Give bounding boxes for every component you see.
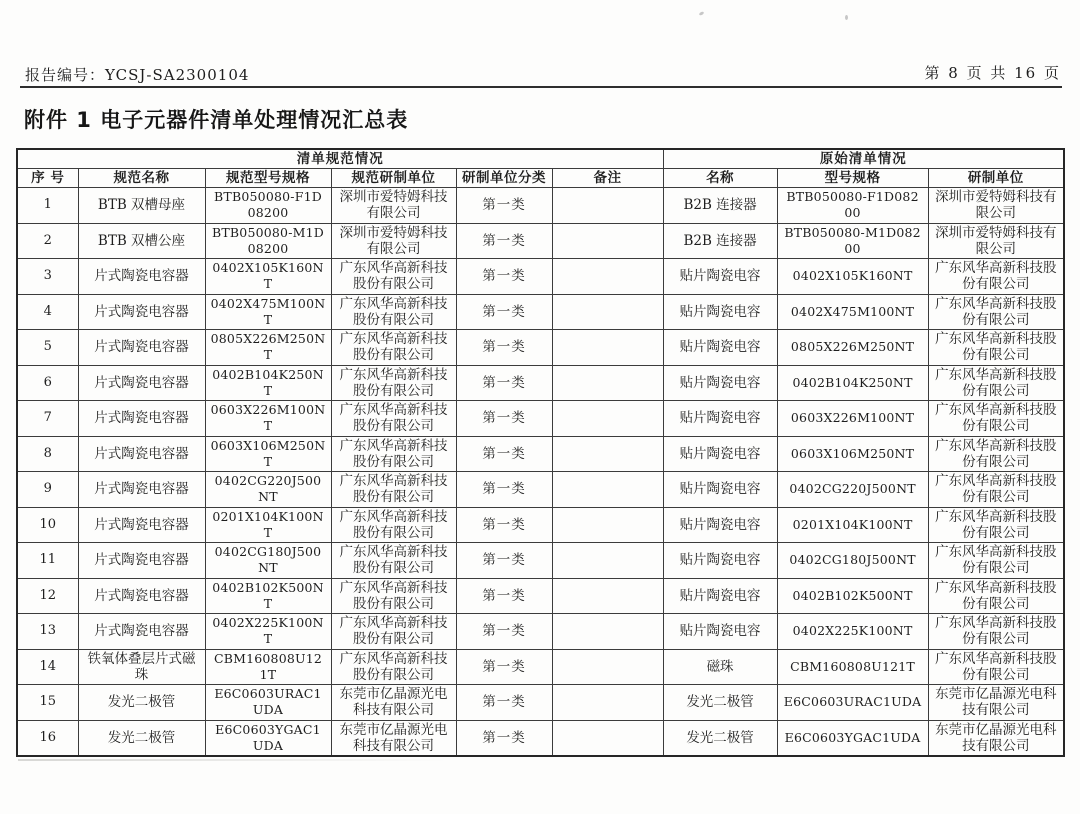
table-cell: 广东风华高新科技股份有限公司: [928, 259, 1064, 295]
table-cell: 9: [17, 472, 78, 508]
table-cell: 0805X226M250NT: [777, 330, 928, 366]
table-cell: 深圳市爱特姆科技有限公司: [331, 188, 456, 224]
table-row: [17, 223, 1064, 259]
table-cell: 深圳市爱特姆科技有限公司: [331, 223, 456, 259]
component-summary-table: [16, 148, 1065, 757]
table-cell: 广东风华高新科技股份有限公司: [928, 330, 1064, 366]
table-cell: 0402B102K500NT: [777, 578, 928, 614]
table-cell: 东莞市亿晶源光电科技有限公司: [928, 720, 1064, 756]
table-cell: 片式陶瓷电容器: [78, 543, 205, 579]
table-cell: [552, 649, 663, 685]
table-cell: 片式陶瓷电容器: [78, 472, 205, 508]
table-cell: 片式陶瓷电容器: [78, 259, 205, 295]
table-row: [17, 401, 1064, 437]
table-cell: 4: [17, 294, 78, 330]
group-header-original: 原始清单情况: [663, 149, 1064, 169]
table-cell: 深圳市爱特姆科技有限公司: [928, 223, 1064, 259]
table-cell: 第一类: [456, 365, 552, 401]
table-cell: [552, 188, 663, 224]
table-row: [17, 578, 1064, 614]
table-cell: BTB050080-M1D08200: [205, 223, 331, 259]
table-cell: 0603X226M100NT: [777, 401, 928, 437]
table-cell: 发光二极管: [663, 720, 777, 756]
table-cell: [552, 507, 663, 543]
table-cell: 0402B104K250NT: [777, 365, 928, 401]
table-cell: 东莞市亿晶源光电科技有限公司: [331, 720, 456, 756]
page-title: 附件 1 电子元器件清单处理情况汇总表: [24, 108, 409, 132]
table-cell: 片式陶瓷电容器: [78, 401, 205, 437]
table-cell: 发光二极管: [78, 720, 205, 756]
table-cell: 第一类: [456, 543, 552, 579]
table-cell: 广东风华高新科技股份有限公司: [928, 294, 1064, 330]
table-cell: 12: [17, 578, 78, 614]
scan-shadow-artifact: [18, 759, 448, 761]
table-cell: 第一类: [456, 720, 552, 756]
col-header-index: 序 号: [17, 169, 78, 188]
col-header-spec-model: 规范型号规格: [205, 169, 331, 188]
table-cell: 片式陶瓷电容器: [78, 330, 205, 366]
table-cell: [552, 472, 663, 508]
table-cell: 11: [17, 543, 78, 579]
table-cell: 0402X475M100NT: [205, 294, 331, 330]
table-cell: 广东风华高新科技股份有限公司: [331, 543, 456, 579]
table-cell: 第一类: [456, 330, 552, 366]
table-cell: 第一类: [456, 294, 552, 330]
table-cell: 第一类: [456, 472, 552, 508]
table-cell: 0402B102K500NT: [205, 578, 331, 614]
table-cell: 第一类: [456, 223, 552, 259]
table-cell: 15: [17, 685, 78, 721]
table-cell: 发光二极管: [663, 685, 777, 721]
table-cell: 0402X475M100NT: [777, 294, 928, 330]
table-cell: 贴片陶瓷电容: [663, 472, 777, 508]
table-cell: [552, 330, 663, 366]
col-header-spec-maker: 规范研制单位: [331, 169, 456, 188]
table-cell: 广东风华高新科技股份有限公司: [928, 507, 1064, 543]
table-row: [17, 259, 1064, 295]
table-cell: 深圳市爱特姆科技有限公司: [928, 188, 1064, 224]
table-cell: 0402CG220J500NT: [777, 472, 928, 508]
table-cell: 3: [17, 259, 78, 295]
col-header-spec-name: 规范名称: [78, 169, 205, 188]
table-cell: 贴片陶瓷电容: [663, 507, 777, 543]
table-cell: 0402B104K250NT: [205, 365, 331, 401]
table-cell: 0402CG180J500NT: [777, 543, 928, 579]
table-cell: 第一类: [456, 436, 552, 472]
table-body: [17, 188, 1064, 756]
table-group-header-row: [17, 149, 1064, 169]
table-cell: 0402X105K160NT: [205, 259, 331, 295]
report-number-value: YCSJ-SA2300104: [105, 66, 250, 84]
table-cell: 第一类: [456, 649, 552, 685]
table-row: [17, 685, 1064, 721]
table-cell: E6C0603URAC1UDA: [777, 685, 928, 721]
table-row: [17, 614, 1064, 650]
table-cell: 8: [17, 436, 78, 472]
table-cell: E6C0603YGAC1UDA: [777, 720, 928, 756]
table-cell: BTB 双槽母座: [78, 188, 205, 224]
table-row: [17, 294, 1064, 330]
table-cell: 0402X225K100NT: [777, 614, 928, 650]
table-cell: B2B 连接器: [663, 223, 777, 259]
col-header-remark: 备注: [552, 169, 663, 188]
table-cell: 片式陶瓷电容器: [78, 436, 205, 472]
table-cell: 广东风华高新科技股份有限公司: [331, 294, 456, 330]
header-divider: [20, 86, 1062, 88]
scan-artifact: [699, 11, 705, 16]
table-cell: [552, 223, 663, 259]
table-cell: 广东风华高新科技股份有限公司: [331, 614, 456, 650]
table-cell: [552, 259, 663, 295]
table-cell: [552, 543, 663, 579]
table-cell: 片式陶瓷电容器: [78, 578, 205, 614]
table-column-header-row: [17, 169, 1064, 188]
table-cell: 0805X226M250NT: [205, 330, 331, 366]
table-cell: 广东风华高新科技股份有限公司: [331, 436, 456, 472]
table-row: [17, 436, 1064, 472]
table-cell: BTB 双槽公座: [78, 223, 205, 259]
table-row: [17, 649, 1064, 685]
table-cell: [552, 436, 663, 472]
table-cell: 贴片陶瓷电容: [663, 259, 777, 295]
table-row: [17, 188, 1064, 224]
table-cell: 发光二极管: [78, 685, 205, 721]
table-row: [17, 472, 1064, 508]
table-cell: 贴片陶瓷电容: [663, 294, 777, 330]
table-cell: 2: [17, 223, 78, 259]
table-cell: 第一类: [456, 578, 552, 614]
table-cell: 东莞市亿晶源光电科技有限公司: [928, 685, 1064, 721]
group-header-spec: 清单规范情况: [17, 149, 663, 169]
table-cell: 6: [17, 365, 78, 401]
table-cell: 广东风华高新科技股份有限公司: [331, 649, 456, 685]
table-cell: 16: [17, 720, 78, 756]
table-cell: 10: [17, 507, 78, 543]
table-cell: 广东风华高新科技股份有限公司: [331, 365, 456, 401]
report-number-label: 报告编号：: [25, 66, 106, 84]
table-cell: 第一类: [456, 401, 552, 437]
col-header-orig-model: 型号规格: [777, 169, 928, 188]
table-cell: BTB050080-M1D08200: [777, 223, 928, 259]
table-cell: CBM160808U121T: [777, 649, 928, 685]
table-cell: 0402X225K100NT: [205, 614, 331, 650]
table-cell: [552, 720, 663, 756]
table-cell: [552, 365, 663, 401]
table-cell: E6C0603YGAC1UDA: [205, 720, 331, 756]
table-cell: 贴片陶瓷电容: [663, 401, 777, 437]
table-cell: 片式陶瓷电容器: [78, 365, 205, 401]
table-cell: BTB050080-F1D08200: [777, 188, 928, 224]
table-cell: 磁珠: [663, 649, 777, 685]
table-cell: 广东风华高新科技股份有限公司: [928, 649, 1064, 685]
table-cell: 铁氧体叠层片式磁珠: [78, 649, 205, 685]
col-header-maker-class: 研制单位分类: [456, 169, 552, 188]
table-cell: 14: [17, 649, 78, 685]
table-cell: [552, 685, 663, 721]
table-cell: 0201X104K100NT: [777, 507, 928, 543]
table-cell: 7: [17, 401, 78, 437]
table-cell: [552, 578, 663, 614]
table-cell: 广东风华高新科技股份有限公司: [928, 401, 1064, 437]
table-cell: 广东风华高新科技股份有限公司: [331, 259, 456, 295]
table-cell: [552, 401, 663, 437]
table-cell: 广东风华高新科技股份有限公司: [928, 365, 1064, 401]
col-header-orig-name: 名称: [663, 169, 777, 188]
table-cell: E6C0603URAC1UDA: [205, 685, 331, 721]
table-row: [17, 543, 1064, 579]
table-cell: 片式陶瓷电容器: [78, 614, 205, 650]
table-cell: 0402CG180J500NT: [205, 543, 331, 579]
table-cell: 第一类: [456, 507, 552, 543]
table-cell: CBM160808U121T: [205, 649, 331, 685]
table-cell: 广东风华高新科技股份有限公司: [331, 472, 456, 508]
scan-artifact: [845, 15, 848, 20]
page-indicator: 第 8 页 共 16 页: [924, 64, 1061, 82]
table-cell: 13: [17, 614, 78, 650]
table-cell: 0201X104K100NT: [205, 507, 331, 543]
table-cell: 广东风华高新科技股份有限公司: [928, 614, 1064, 650]
table-cell: 第一类: [456, 188, 552, 224]
table-cell: 片式陶瓷电容器: [78, 507, 205, 543]
table-cell: 东莞市亿晶源光电科技有限公司: [331, 685, 456, 721]
table-cell: 贴片陶瓷电容: [663, 543, 777, 579]
table-cell: 第一类: [456, 685, 552, 721]
table-cell: 广东风华高新科技股份有限公司: [331, 507, 456, 543]
table-cell: [552, 294, 663, 330]
table-cell: 0603X106M250NT: [205, 436, 331, 472]
table-row: [17, 507, 1064, 543]
table-cell: 贴片陶瓷电容: [663, 330, 777, 366]
table-cell: 片式陶瓷电容器: [78, 294, 205, 330]
table-row: [17, 720, 1064, 756]
table-cell: 贴片陶瓷电容: [663, 614, 777, 650]
table-cell: 贴片陶瓷电容: [663, 365, 777, 401]
table-cell: 广东风华高新科技股份有限公司: [331, 401, 456, 437]
table-cell: 广东风华高新科技股份有限公司: [928, 543, 1064, 579]
table-cell: 0402CG220J500NT: [205, 472, 331, 508]
table-cell: [552, 614, 663, 650]
table-cell: B2B 连接器: [663, 188, 777, 224]
col-header-orig-maker: 研制单位: [928, 169, 1064, 188]
table-cell: 广东风华高新科技股份有限公司: [331, 330, 456, 366]
table-cell: 贴片陶瓷电容: [663, 436, 777, 472]
table-cell: 0402X105K160NT: [777, 259, 928, 295]
table-cell: 广东风华高新科技股份有限公司: [928, 578, 1064, 614]
table-row: [17, 365, 1064, 401]
table-row: [17, 330, 1064, 366]
table-cell: 0603X106M250NT: [777, 436, 928, 472]
table-cell: 广东风华高新科技股份有限公司: [331, 578, 456, 614]
table-cell: 第一类: [456, 259, 552, 295]
table-cell: 广东风华高新科技股份有限公司: [928, 472, 1064, 508]
table-cell: 1: [17, 188, 78, 224]
table-cell: 0603X226M100NT: [205, 401, 331, 437]
table-cell: 广东风华高新科技股份有限公司: [928, 436, 1064, 472]
table-cell: 5: [17, 330, 78, 366]
table-cell: 第一类: [456, 614, 552, 650]
report-number-line: [25, 64, 249, 85]
table-cell: 贴片陶瓷电容: [663, 578, 777, 614]
table-cell: BTB050080-F1D08200: [205, 188, 331, 224]
